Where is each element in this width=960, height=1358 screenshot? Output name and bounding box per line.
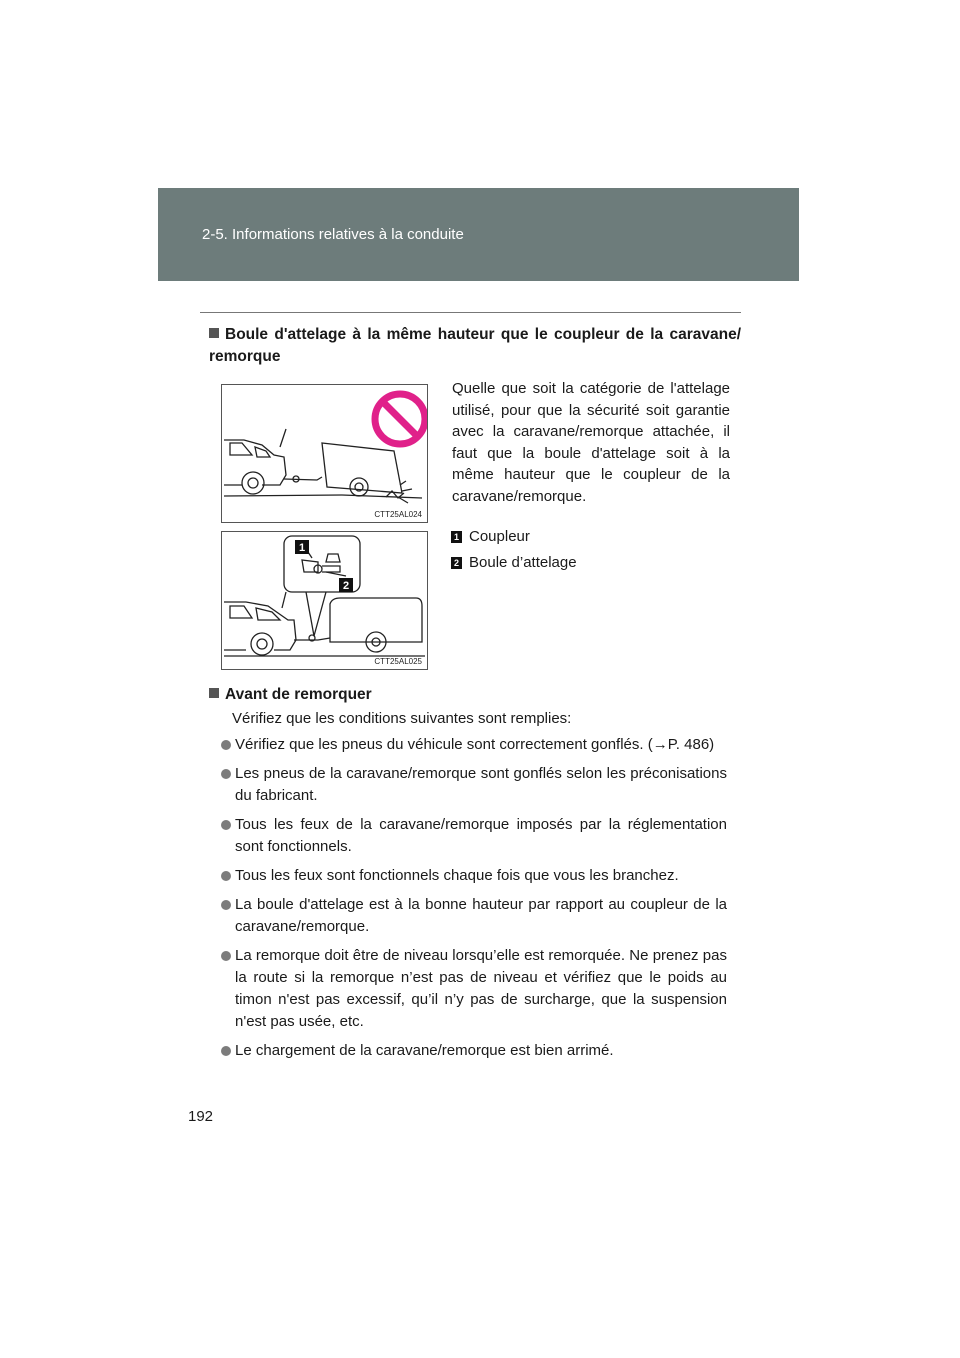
bullet-dot-icon — [221, 871, 231, 881]
page-number: 192 — [188, 1108, 214, 1125]
bullet-dot-icon — [221, 900, 231, 910]
bullet-dot-icon — [221, 1046, 231, 1056]
hitch-description: Quelle que soit la catégorie de l'attelage utilisé, pour que la sécurité soit garantie avec la caravane/remorque attachée, il faut que la boule d'attelage soit à la même hauteur que le coupleur de la caravane/remorque. — [452, 380, 730, 505]
list-item: Vérifiez que les pneus du véhicule sont correctement gonflés. (→P. 486) — [221, 734, 727, 756]
legend-badge: 2 — [451, 557, 462, 569]
section-heading-text: Avant de remorquer — [225, 686, 372, 703]
divider-line — [200, 312, 741, 313]
figure-code: CTT25AL024 — [374, 510, 422, 519]
figure-correct-hitch — [221, 531, 428, 670]
figure-incorrect-hitch — [221, 384, 428, 523]
callout-2-label: 2 — [342, 580, 350, 592]
section-heading-before-towing — [209, 684, 372, 706]
section-title: 2-5. Informations relatives à la conduite — [202, 226, 464, 243]
checklist — [221, 734, 727, 1069]
list-item: Tous les feux de la caravane/remorque imposés par la réglementation sont fonctionnels. — [221, 814, 727, 858]
legend-label: Coupleur — [469, 528, 530, 545]
list-item: La remorque doit être de niveau lorsqu’elle est remorquée. Ne prenez pas la route si la remorque n’est pas de niveau et vérifiez que le poids au timon n'est pas excessif, qu’il n’y pas de surcharge, que la suspension n'est pas usée, etc. — [221, 945, 727, 1033]
bullet-dot-icon — [221, 740, 231, 750]
list-item: Tous les feux sont fonctionnels chaque fois que vous les branchez. — [221, 865, 727, 887]
legend-item-coupler — [451, 527, 530, 547]
legend-badge: 1 — [451, 531, 462, 543]
legend-item-ball — [451, 553, 577, 573]
list-item: Les pneus de la caravane/remorque sont gonflés selon les préconisations du fabricant. — [221, 763, 727, 807]
square-bullet-icon — [209, 328, 219, 338]
section-heading-text: Boule d'attelage à la même hauteur que le coupleur de la caravane/ remorque — [209, 326, 741, 365]
list-item: Le chargement de la caravane/remorque est bien arrimé. — [221, 1040, 727, 1062]
bullet-dot-icon — [221, 820, 231, 830]
legend-label: Boule d’attelage — [469, 554, 577, 571]
bullet-dot-icon — [221, 951, 231, 961]
bullet-dot-icon — [221, 769, 231, 779]
callout-1-label: 1 — [298, 542, 306, 554]
square-bullet-icon — [209, 688, 219, 698]
car-trailer-tilted-illustration — [222, 385, 427, 522]
section-heading-hitch-height — [209, 324, 741, 368]
car-trailer-level-illustration — [222, 532, 427, 669]
figure-code: CTT25AL025 — [374, 657, 422, 666]
header-band — [158, 188, 799, 281]
checklist-intro: Vérifiez que les conditions suivantes sont remplies: — [232, 710, 572, 727]
list-item: La boule d'attelage est à la bonne hauteur par rapport au coupleur de la caravane/remorque. — [221, 894, 727, 938]
